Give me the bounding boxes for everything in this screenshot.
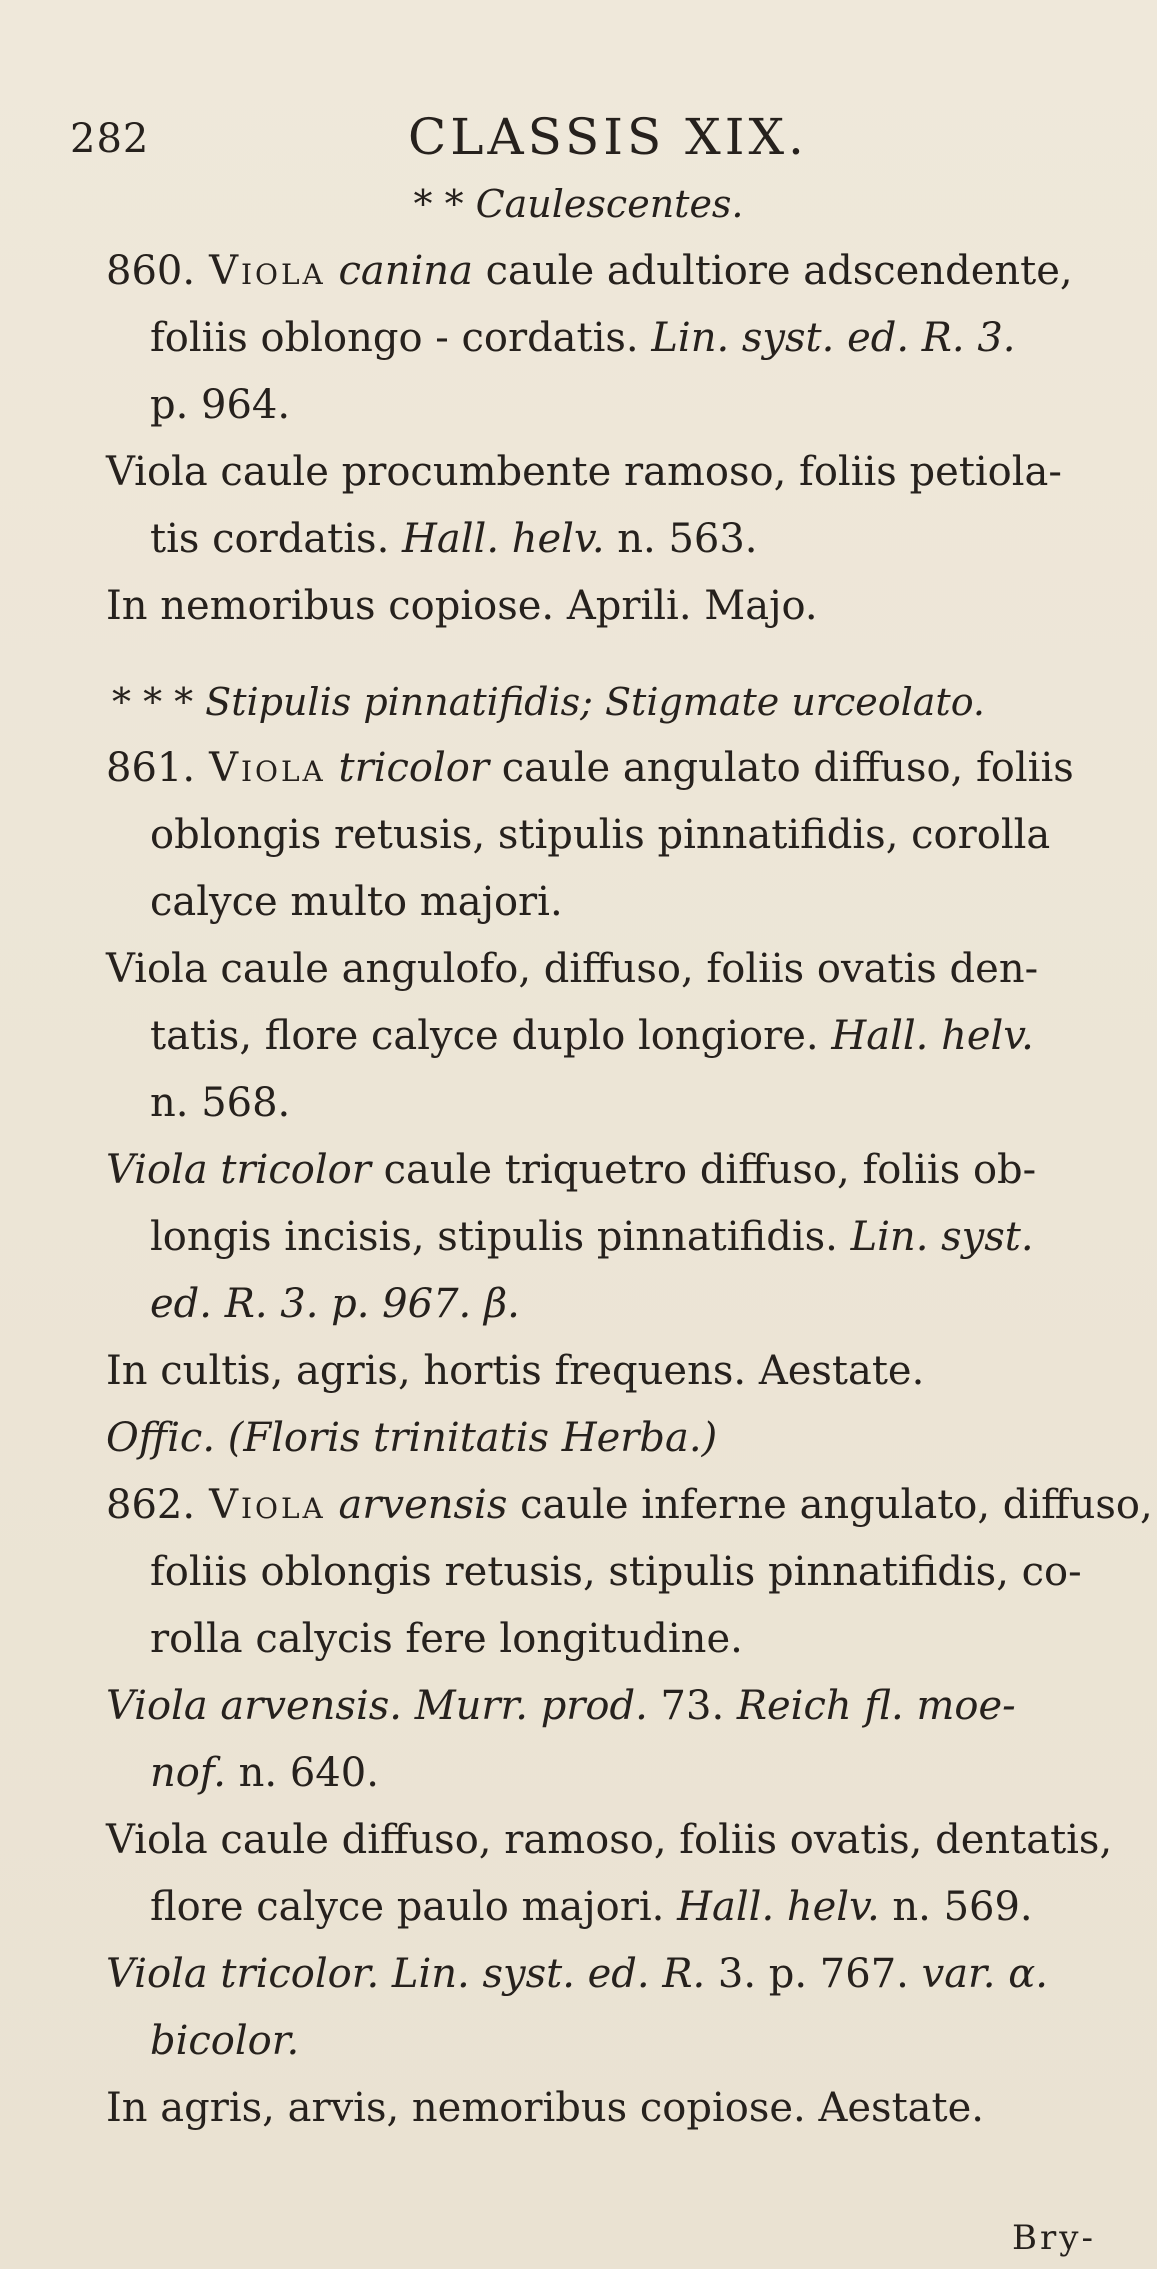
synonym-text: caule triquetro diffuso, foliis ob- (383, 1147, 1037, 1193)
section-title: Stipulis pinnatifidis; Stigmate urceolato. (205, 680, 985, 724)
synonym-name: Viola tricolor. Lin. syst. ed. R. (106, 1951, 706, 1997)
synonym-reference: Hall. helv. (831, 1013, 1034, 1059)
entry-861 (106, 735, 1074, 1472)
synonym-text: longis incisis, stipulis pinnatifidis. (150, 1214, 838, 1260)
synonym-reference: Lin. syst. (850, 1214, 1034, 1260)
section-heading-caulescentes (0, 182, 1157, 226)
species-name: arvensis (338, 1482, 508, 1528)
officinal-label: Offic. (106, 1415, 216, 1461)
synonym-refnum: n. 563. (617, 516, 758, 562)
reference-edition: ed. R. 3. (847, 315, 1016, 361)
entry-number: 860. (106, 248, 196, 294)
genus-name: Viola (209, 248, 326, 294)
entry-860-line-2 (106, 305, 1073, 372)
entry-861-line-3: calyce multo majori. (150, 879, 563, 925)
section-heading-stipulis (0, 680, 1127, 724)
entry-862 (106, 1472, 1153, 2142)
diagnosis: caule inferne angulato, diffuso, (520, 1482, 1153, 1528)
diagnosis: caule adultiore adscendente, (485, 248, 1073, 294)
entry-860 (106, 238, 1073, 640)
species-name: canina (338, 248, 473, 294)
synonym-edition: ed. R. 3. p. 967. β. (150, 1281, 520, 1327)
entry-862-line-2: foliis oblongis retusis, stipulis pinnatifidis, co- (150, 1549, 1082, 1595)
synonym-refnum: n. 640. (238, 1750, 379, 1796)
variety: var. α. (921, 1951, 1048, 1997)
synonym-2-line (106, 1137, 1074, 1204)
synonym-num: 73. (660, 1683, 725, 1729)
diagnosis-cont: foliis oblongo - cordatis. (150, 315, 639, 361)
section-stars: * * (413, 182, 464, 226)
entry-860-line-3: p. 964. (150, 382, 291, 428)
entry-number: 862. (106, 1482, 196, 1528)
synonym-line (106, 1673, 1153, 1740)
section-title: Caulescentes. (475, 182, 744, 226)
synonym-line: Viola caule angulofo, diffuso, foliis ovatis den- (106, 946, 1039, 992)
synonym-line-cont (106, 1740, 1153, 1807)
synonym-reference: Hall. helv. (677, 1884, 880, 1930)
species-name: tricolor (338, 745, 489, 791)
entry-862-line-1 (106, 1472, 1153, 1539)
habitat-line: In nemoribus copiose. Aprili. Majo. (106, 583, 818, 629)
section-stars: * * * (112, 680, 194, 724)
synonym-name: Viola arvensis. Murr. prod. (106, 1683, 648, 1729)
synonym-line-cont (106, 506, 1073, 573)
synonym-text: flore calyce paulo majori. (150, 1884, 665, 1930)
variety-name: bicolor. (150, 2018, 300, 2064)
synonym-reference: Reich fl. moe- (736, 1683, 1016, 1729)
genus-name: Viola (209, 1482, 326, 1528)
habitat-line: In agris, arvis, nemoribus copiose. Aestate. (106, 2085, 984, 2131)
synonym-line: Viola caule procumbente ramoso, foliis petiola- (106, 449, 1062, 495)
synonym-line-cont (106, 1003, 1074, 1070)
synonym-text: tatis, flore calyce duplo longiore. (150, 1013, 819, 1059)
synonym-2-line: Viola caule diffuso, ramoso, foliis ovatis, dentatis, (106, 1817, 1113, 1863)
synonym-2-line-cont (106, 1874, 1153, 1941)
synonym-3-line (106, 1941, 1153, 2008)
synonym-text: tis cordatis. (150, 516, 390, 562)
officinal-line (106, 1405, 1074, 1472)
synonym-2-edition (106, 1271, 1074, 1338)
running-title: CLASSIS XIX. (408, 108, 808, 166)
officinal-name: (Floris trinitatis Herba.) (227, 1415, 718, 1461)
synonym-2-line-cont (106, 1204, 1074, 1271)
reference-author: Lin. syst. (651, 315, 835, 361)
entry-861-line-2: oblongis retusis, stipulis pinnatifidis, corolla (150, 812, 1051, 858)
synonym-reference-cont: nof. (150, 1750, 226, 1796)
synonym-refnum: n. 569. (892, 1884, 1033, 1930)
synonym-reference: Hall. helv. (402, 516, 605, 562)
synonym-refnum: n. 568. (150, 1080, 291, 1126)
diagnosis: caule angulato diffuso, foliis (501, 745, 1074, 791)
synonym-3-line-cont (106, 2008, 1153, 2075)
genus-name: Viola (209, 745, 326, 791)
entry-862-line-3: rolla calycis fere longitudine. (150, 1616, 743, 1662)
catchword: Bry- (1012, 2218, 1096, 2258)
entry-861-line-1 (106, 735, 1074, 802)
page-header (0, 108, 1157, 168)
habitat-line: In cultis, agris, hortis frequens. Aestate. (106, 1348, 925, 1394)
entry-number: 861. (106, 745, 196, 791)
synonym-edition: 3. p. 767. (717, 1951, 909, 1997)
synonym-name: Viola tricolor (106, 1147, 371, 1193)
entry-860-line-1 (106, 238, 1073, 305)
page-number: 282 (70, 116, 150, 162)
